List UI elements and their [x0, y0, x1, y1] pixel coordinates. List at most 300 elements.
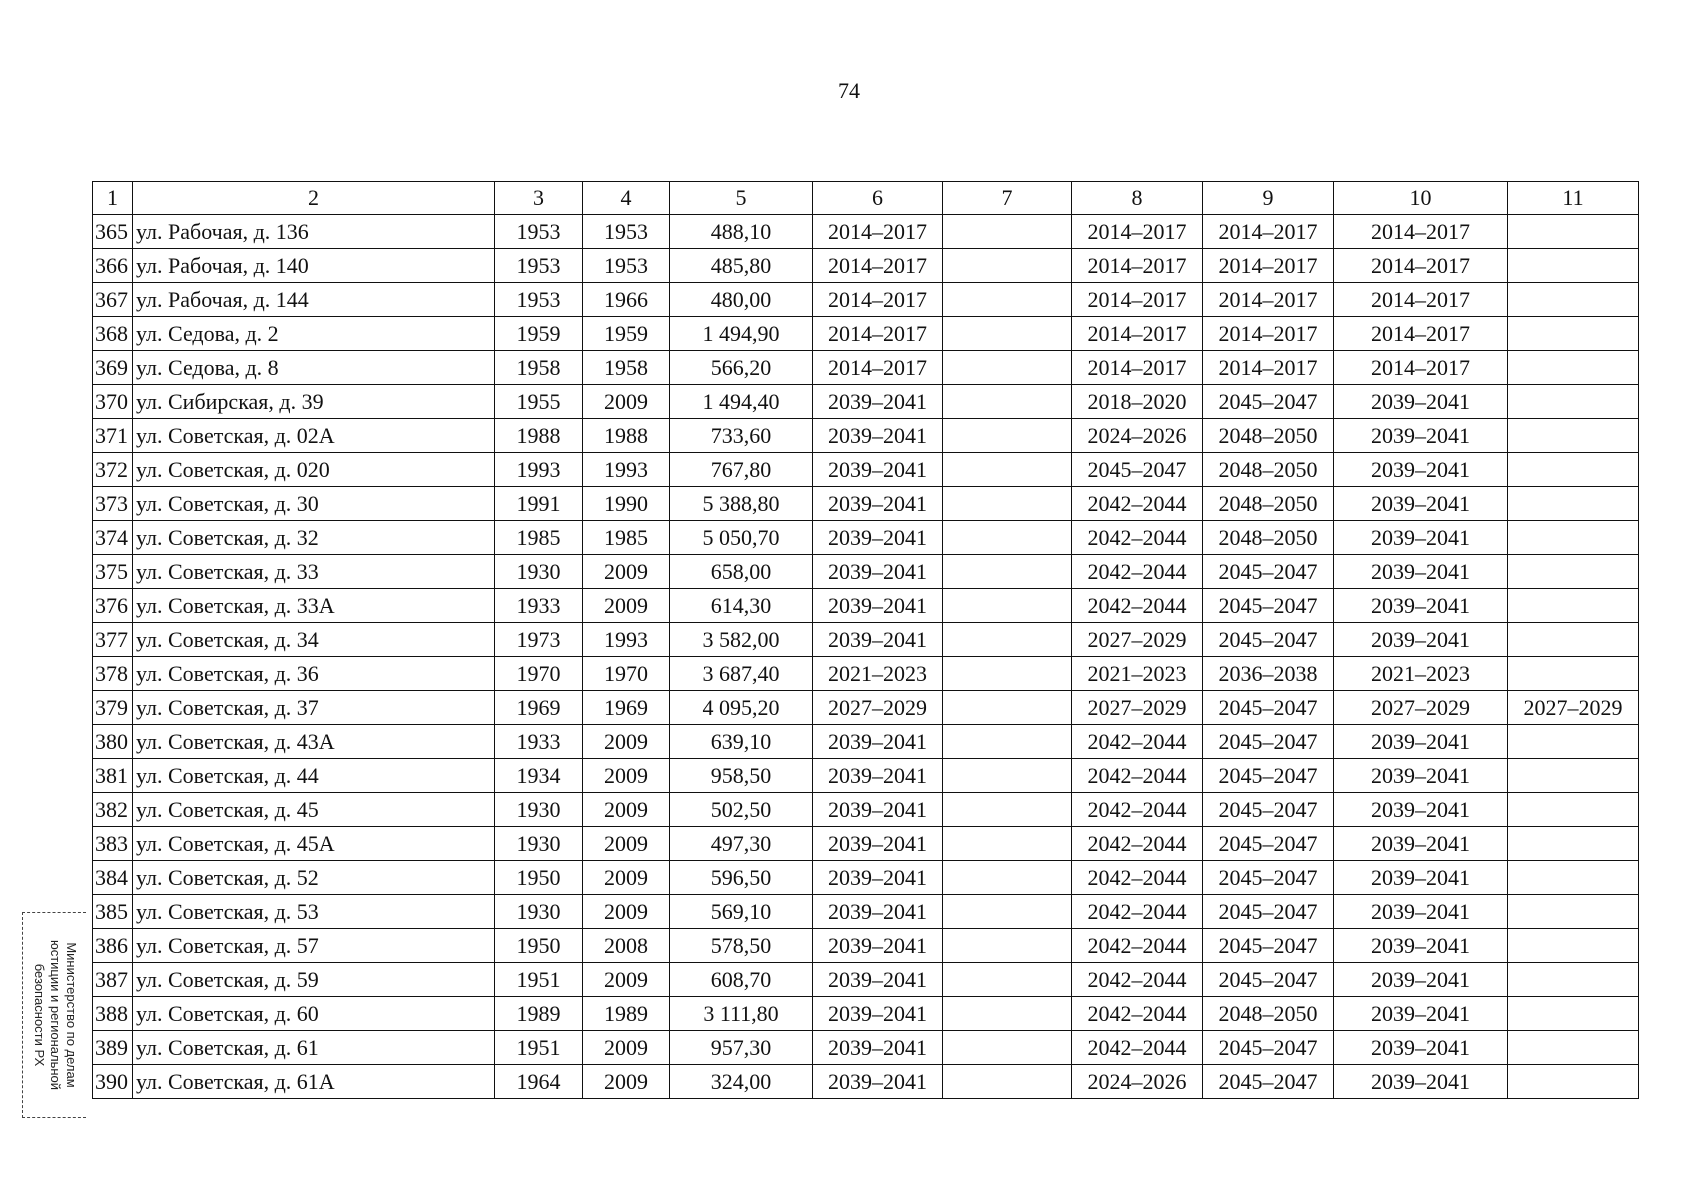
table-cell-col-2: ул. Советская, д. 59 [133, 963, 495, 997]
table-cell-col-2: ул. Рабочая, д. 144 [133, 283, 495, 317]
table-cell-col-3: 1930 [495, 827, 583, 861]
stamp-line: Министерство по делам [63, 942, 79, 1088]
table-cell-col-2: ул. Советская, д. 020 [133, 453, 495, 487]
column-header-11: 11 [1508, 182, 1639, 215]
table-cell-col-9: 2045–2047 [1203, 895, 1334, 929]
table-cell-col-7 [943, 249, 1072, 283]
table-cell-col-9: 2045–2047 [1203, 759, 1334, 793]
table-cell-col-9: 2014–2017 [1203, 215, 1334, 249]
table-cell-col-6: 2039–2041 [813, 759, 943, 793]
table-cell-col-6: 2039–2041 [813, 861, 943, 895]
table-cell-col-1: 384 [93, 861, 133, 895]
table-cell-col-2: ул. Советская, д. 60 [133, 997, 495, 1031]
table-row [93, 215, 1639, 249]
ministry-stamp [22, 912, 86, 1118]
table-cell-col-3: 1953 [495, 249, 583, 283]
table-cell-col-2: ул. Советская, д. 36 [133, 657, 495, 691]
table-cell-col-5: 5 388,80 [670, 487, 813, 521]
table-cell-col-1: 367 [93, 283, 133, 317]
table-cell-col-6: 2039–2041 [813, 555, 943, 589]
table-cell-col-9: 2036–2038 [1203, 657, 1334, 691]
column-header-6: 6 [813, 182, 943, 215]
table-row [93, 725, 1639, 759]
table-cell-col-4: 2009 [583, 861, 670, 895]
table-cell-col-6: 2039–2041 [813, 929, 943, 963]
table-cell-col-9: 2014–2017 [1203, 317, 1334, 351]
table-cell-col-9: 2045–2047 [1203, 861, 1334, 895]
table-cell-col-1: 371 [93, 419, 133, 453]
table-cell-col-5: 658,00 [670, 555, 813, 589]
table-cell-col-8: 2021–2023 [1072, 657, 1203, 691]
table-cell-col-8: 2042–2044 [1072, 521, 1203, 555]
table-cell-col-3: 1958 [495, 351, 583, 385]
table-cell-col-8: 2042–2044 [1072, 963, 1203, 997]
table-cell-col-9: 2045–2047 [1203, 827, 1334, 861]
table-cell-col-2: ул. Седова, д. 2 [133, 317, 495, 351]
table-cell-col-1: 375 [93, 555, 133, 589]
table-cell-col-2: ул. Советская, д. 57 [133, 929, 495, 963]
table-cell-col-10: 2039–2041 [1334, 555, 1508, 589]
table-row [93, 487, 1639, 521]
table-cell-col-10: 2039–2041 [1334, 419, 1508, 453]
table-cell-col-3: 1985 [495, 521, 583, 555]
table-row [93, 283, 1639, 317]
table-cell-col-5: 497,30 [670, 827, 813, 861]
table-cell-col-7 [943, 623, 1072, 657]
table-cell-col-8: 2024–2026 [1072, 1065, 1203, 1099]
table-cell-col-5: 3 582,00 [670, 623, 813, 657]
table-row [93, 793, 1639, 827]
table-cell-col-10: 2039–2041 [1334, 1065, 1508, 1099]
table-cell-col-10: 2014–2017 [1334, 249, 1508, 283]
table-cell-col-4: 2009 [583, 963, 670, 997]
table-cell-col-5: 767,80 [670, 453, 813, 487]
table-cell-col-5: 958,50 [670, 759, 813, 793]
table-cell-col-10: 2039–2041 [1334, 861, 1508, 895]
table-cell-col-6: 2039–2041 [813, 419, 943, 453]
table-cell-col-8: 2042–2044 [1072, 929, 1203, 963]
table-cell-col-3: 1950 [495, 861, 583, 895]
table-cell-col-4: 2009 [583, 385, 670, 419]
header-row [93, 182, 1639, 215]
table-cell-col-5: 733,60 [670, 419, 813, 453]
table-cell-col-4: 1959 [583, 317, 670, 351]
column-header-1: 1 [93, 182, 133, 215]
table-cell-col-10: 2039–2041 [1334, 487, 1508, 521]
table-cell-col-2: ул. Рабочая, д. 140 [133, 249, 495, 283]
table-cell-col-1: 379 [93, 691, 133, 725]
table-cell-col-1: 383 [93, 827, 133, 861]
table-cell-col-11 [1508, 725, 1639, 759]
table-cell-col-7 [943, 861, 1072, 895]
table-cell-col-2: ул. Советская, д. 45А [133, 827, 495, 861]
table-cell-col-7 [943, 759, 1072, 793]
table-cell-col-5: 566,20 [670, 351, 813, 385]
table-cell-col-10: 2039–2041 [1334, 623, 1508, 657]
table-cell-col-2: ул. Советская, д. 32 [133, 521, 495, 555]
table-cell-col-9: 2045–2047 [1203, 725, 1334, 759]
table-cell-col-4: 1993 [583, 623, 670, 657]
table-cell-col-4: 1989 [583, 997, 670, 1031]
table-row [93, 691, 1639, 725]
stamp-text [31, 915, 79, 1115]
table-cell-col-3: 1950 [495, 929, 583, 963]
table-cell-col-7 [943, 929, 1072, 963]
column-header-7: 7 [943, 182, 1072, 215]
table-cell-col-3: 1933 [495, 589, 583, 623]
table-cell-col-9: 2045–2047 [1203, 963, 1334, 997]
table-cell-col-3: 1930 [495, 793, 583, 827]
table-cell-col-3: 1964 [495, 1065, 583, 1099]
table-row [93, 385, 1639, 419]
table-cell-col-7 [943, 963, 1072, 997]
table-cell-col-5: 596,50 [670, 861, 813, 895]
table-cell-col-8: 2042–2044 [1072, 487, 1203, 521]
table-cell-col-6: 2014–2017 [813, 249, 943, 283]
table-cell-col-1: 365 [93, 215, 133, 249]
table-cell-col-4: 2009 [583, 589, 670, 623]
table-cell-col-9: 2045–2047 [1203, 1031, 1334, 1065]
table-cell-col-4: 1958 [583, 351, 670, 385]
table-cell-col-7 [943, 1031, 1072, 1065]
table-cell-col-11 [1508, 351, 1639, 385]
table-cell-col-11 [1508, 759, 1639, 793]
table-cell-col-11 [1508, 215, 1639, 249]
table-cell-col-1: 368 [93, 317, 133, 351]
table-cell-col-9: 2045–2047 [1203, 929, 1334, 963]
table-cell-col-7 [943, 725, 1072, 759]
table-cell-col-9: 2045–2047 [1203, 1065, 1334, 1099]
table-cell-col-8: 2014–2017 [1072, 351, 1203, 385]
table-cell-col-6: 2014–2017 [813, 317, 943, 351]
table-cell-col-4: 1966 [583, 283, 670, 317]
table-cell-col-8: 2042–2044 [1072, 555, 1203, 589]
table-row [93, 861, 1639, 895]
table-cell-col-1: 378 [93, 657, 133, 691]
table-cell-col-10: 2039–2041 [1334, 963, 1508, 997]
table-cell-col-9: 2048–2050 [1203, 521, 1334, 555]
table-cell-col-5: 3 687,40 [670, 657, 813, 691]
table-cell-col-11 [1508, 453, 1639, 487]
table-cell-col-3: 1930 [495, 895, 583, 929]
table-cell-col-7 [943, 487, 1072, 521]
table-cell-col-5: 1 494,90 [670, 317, 813, 351]
table-cell-col-2: ул. Сибирская, д. 39 [133, 385, 495, 419]
table-cell-col-5: 480,00 [670, 283, 813, 317]
table-cell-col-2: ул. Советская, д. 33А [133, 589, 495, 623]
table-cell-col-7 [943, 657, 1072, 691]
column-header-4: 4 [583, 182, 670, 215]
table-cell-col-7 [943, 419, 1072, 453]
table-cell-col-2: ул. Советская, д. 61А [133, 1065, 495, 1099]
table-cell-col-3: 1988 [495, 419, 583, 453]
table-cell-col-11 [1508, 963, 1639, 997]
table-cell-col-11 [1508, 623, 1639, 657]
table-cell-col-8: 2014–2017 [1072, 215, 1203, 249]
table-cell-col-10: 2039–2041 [1334, 827, 1508, 861]
table-cell-col-8: 2014–2017 [1072, 283, 1203, 317]
table-cell-col-1: 372 [93, 453, 133, 487]
table-cell-col-7 [943, 691, 1072, 725]
table-cell-col-4: 2009 [583, 793, 670, 827]
table-cell-col-11 [1508, 385, 1639, 419]
table-body [93, 215, 1639, 1099]
table-cell-col-3: 1953 [495, 215, 583, 249]
table-cell-col-9: 2045–2047 [1203, 691, 1334, 725]
table-cell-col-11 [1508, 555, 1639, 589]
table-cell-col-2: ул. Рабочая, д. 136 [133, 215, 495, 249]
table-cell-col-5: 4 095,20 [670, 691, 813, 725]
table-cell-col-10: 2027–2029 [1334, 691, 1508, 725]
table-cell-col-6: 2014–2017 [813, 215, 943, 249]
table-cell-col-3: 1991 [495, 487, 583, 521]
table-cell-col-2: ул. Советская, д. 30 [133, 487, 495, 521]
table-cell-col-9: 2048–2050 [1203, 997, 1334, 1031]
table-cell-col-7 [943, 317, 1072, 351]
table-cell-col-4: 1993 [583, 453, 670, 487]
table-row [93, 589, 1639, 623]
table-cell-col-9: 2045–2047 [1203, 793, 1334, 827]
table-cell-col-5: 614,30 [670, 589, 813, 623]
table-cell-col-10: 2039–2041 [1334, 793, 1508, 827]
table-cell-col-11 [1508, 1031, 1639, 1065]
table-cell-col-3: 1951 [495, 963, 583, 997]
table-cell-col-10: 2039–2041 [1334, 895, 1508, 929]
table-cell-col-3: 1993 [495, 453, 583, 487]
table-cell-col-9: 2048–2050 [1203, 419, 1334, 453]
table-row [93, 521, 1639, 555]
table-cell-col-11: 2027–2029 [1508, 691, 1639, 725]
table-cell-col-5: 569,10 [670, 895, 813, 929]
table-cell-col-6: 2039–2041 [813, 725, 943, 759]
table-cell-col-3: 1955 [495, 385, 583, 419]
table-cell-col-8: 2018–2020 [1072, 385, 1203, 419]
table-row [93, 895, 1639, 929]
table-cell-col-1: 385 [93, 895, 133, 929]
column-header-8: 8 [1072, 182, 1203, 215]
table-cell-col-10: 2039–2041 [1334, 521, 1508, 555]
table-cell-col-3: 1933 [495, 725, 583, 759]
table-cell-col-2: ул. Советская, д. 53 [133, 895, 495, 929]
table-cell-col-11 [1508, 895, 1639, 929]
table-row [93, 929, 1639, 963]
table-cell-col-2: ул. Советская, д. 44 [133, 759, 495, 793]
table-row [93, 453, 1639, 487]
table-cell-col-5: 5 050,70 [670, 521, 813, 555]
table-cell-col-7 [943, 351, 1072, 385]
table-cell-col-11 [1508, 521, 1639, 555]
table-cell-col-6: 2039–2041 [813, 589, 943, 623]
table-cell-col-6: 2039–2041 [813, 453, 943, 487]
table-cell-col-2: ул. Советская, д. 45 [133, 793, 495, 827]
table-cell-col-5: 578,50 [670, 929, 813, 963]
table-cell-col-11 [1508, 793, 1639, 827]
table-cell-col-10: 2021–2023 [1334, 657, 1508, 691]
table-cell-col-5: 488,10 [670, 215, 813, 249]
table-cell-col-7 [943, 895, 1072, 929]
table-cell-col-5: 608,70 [670, 963, 813, 997]
table-row [93, 997, 1639, 1031]
table-cell-col-7 [943, 215, 1072, 249]
table-cell-col-5: 502,50 [670, 793, 813, 827]
table-cell-col-7 [943, 283, 1072, 317]
table-cell-col-4: 2009 [583, 725, 670, 759]
table-cell-col-6: 2039–2041 [813, 1031, 943, 1065]
table-cell-col-4: 2009 [583, 759, 670, 793]
table-cell-col-8: 2014–2017 [1072, 317, 1203, 351]
table-cell-col-8: 2014–2017 [1072, 249, 1203, 283]
table-cell-col-5: 1 494,40 [670, 385, 813, 419]
table-cell-col-8: 2027–2029 [1072, 623, 1203, 657]
table-cell-col-4: 1953 [583, 215, 670, 249]
table-row [93, 827, 1639, 861]
table-cell-col-11 [1508, 827, 1639, 861]
housing-registry-table [92, 181, 1639, 1099]
table-cell-col-10: 2039–2041 [1334, 997, 1508, 1031]
table-cell-col-6: 2039–2041 [813, 997, 943, 1031]
table-cell-col-4: 2009 [583, 895, 670, 929]
table-cell-col-8: 2042–2044 [1072, 827, 1203, 861]
table-cell-col-1: 390 [93, 1065, 133, 1099]
table-cell-col-8: 2042–2044 [1072, 725, 1203, 759]
table-cell-col-11 [1508, 1065, 1639, 1099]
table-cell-col-5: 3 111,80 [670, 997, 813, 1031]
table-cell-col-7 [943, 827, 1072, 861]
table-cell-col-6: 2039–2041 [813, 521, 943, 555]
table-cell-col-11 [1508, 419, 1639, 453]
table-cell-col-3: 1973 [495, 623, 583, 657]
table-cell-col-8: 2042–2044 [1072, 759, 1203, 793]
stamp-line: юстиции и региональной [47, 939, 63, 1091]
table-cell-col-1: 386 [93, 929, 133, 963]
table-cell-col-7 [943, 521, 1072, 555]
table-row [93, 1065, 1639, 1099]
table-row [93, 419, 1639, 453]
table-cell-col-9: 2048–2050 [1203, 453, 1334, 487]
table-row [93, 351, 1639, 385]
table-cell-col-1: 369 [93, 351, 133, 385]
column-header-9: 9 [1203, 182, 1334, 215]
table-cell-col-9: 2045–2047 [1203, 623, 1334, 657]
table-cell-col-10: 2039–2041 [1334, 589, 1508, 623]
column-header-5: 5 [670, 182, 813, 215]
table-cell-col-3: 1969 [495, 691, 583, 725]
page-number: 74 [838, 78, 860, 103]
table-cell-col-4: 1990 [583, 487, 670, 521]
table-cell-col-8: 2042–2044 [1072, 997, 1203, 1031]
table-cell-col-9: 2045–2047 [1203, 555, 1334, 589]
table-row [93, 623, 1639, 657]
table-cell-col-4: 1969 [583, 691, 670, 725]
table-cell-col-1: 382 [93, 793, 133, 827]
table-cell-col-6: 2014–2017 [813, 283, 943, 317]
table-row [93, 555, 1639, 589]
table-cell-col-2: ул. Советская, д. 52 [133, 861, 495, 895]
table-cell-col-4: 2008 [583, 929, 670, 963]
table-row [93, 249, 1639, 283]
table-cell-col-7 [943, 555, 1072, 589]
table-cell-col-11 [1508, 249, 1639, 283]
table-cell-col-10: 2039–2041 [1334, 929, 1508, 963]
table-cell-col-2: ул. Советская, д. 61 [133, 1031, 495, 1065]
table-cell-col-1: 376 [93, 589, 133, 623]
table-cell-col-1: 377 [93, 623, 133, 657]
table-cell-col-5: 639,10 [670, 725, 813, 759]
table-cell-col-6: 2039–2041 [813, 1065, 943, 1099]
table-cell-col-1: 388 [93, 997, 133, 1031]
table-cell-col-10: 2014–2017 [1334, 351, 1508, 385]
table-row [93, 759, 1639, 793]
table-cell-col-6: 2039–2041 [813, 623, 943, 657]
table-cell-col-4: 1970 [583, 657, 670, 691]
table-cell-col-10: 2014–2017 [1334, 317, 1508, 351]
table-row [93, 963, 1639, 997]
table-cell-col-6: 2027–2029 [813, 691, 943, 725]
table-row [93, 657, 1639, 691]
table-cell-col-4: 1953 [583, 249, 670, 283]
table-cell-col-3: 1930 [495, 555, 583, 589]
column-header-3: 3 [495, 182, 583, 215]
table-cell-col-10: 2039–2041 [1334, 725, 1508, 759]
table-cell-col-6: 2039–2041 [813, 385, 943, 419]
table-cell-col-11 [1508, 861, 1639, 895]
table-cell-col-1: 380 [93, 725, 133, 759]
table-cell-col-7 [943, 385, 1072, 419]
table-cell-col-7 [943, 453, 1072, 487]
table-cell-col-3: 1934 [495, 759, 583, 793]
table-cell-col-1: 370 [93, 385, 133, 419]
table-cell-col-9: 2014–2017 [1203, 249, 1334, 283]
table-cell-col-8: 2024–2026 [1072, 419, 1203, 453]
table-cell-col-10: 2039–2041 [1334, 759, 1508, 793]
column-header-2: 2 [133, 182, 495, 215]
table-row [93, 317, 1639, 351]
table-cell-col-7 [943, 1065, 1072, 1099]
table-cell-col-6: 2039–2041 [813, 827, 943, 861]
table-cell-col-6: 2039–2041 [813, 963, 943, 997]
table-row [93, 1031, 1639, 1065]
table-cell-col-8: 2042–2044 [1072, 895, 1203, 929]
table-cell-col-5: 485,80 [670, 249, 813, 283]
table-cell-col-10: 2014–2017 [1334, 215, 1508, 249]
table-cell-col-4: 2009 [583, 1065, 670, 1099]
table-header [93, 182, 1639, 215]
table-cell-col-1: 373 [93, 487, 133, 521]
table-cell-col-1: 389 [93, 1031, 133, 1065]
table-cell-col-9: 2014–2017 [1203, 351, 1334, 385]
table-cell-col-10: 2014–2017 [1334, 283, 1508, 317]
table-cell-col-4: 1985 [583, 521, 670, 555]
table-cell-col-3: 1959 [495, 317, 583, 351]
table-cell-col-8: 2042–2044 [1072, 793, 1203, 827]
table-cell-col-4: 2009 [583, 827, 670, 861]
table-cell-col-8: 2042–2044 [1072, 589, 1203, 623]
table-cell-col-2: ул. Советская, д. 34 [133, 623, 495, 657]
table-cell-col-8: 2027–2029 [1072, 691, 1203, 725]
table-cell-col-3: 1953 [495, 283, 583, 317]
table-cell-col-7 [943, 997, 1072, 1031]
table-cell-col-11 [1508, 589, 1639, 623]
table-cell-col-2: ул. Седова, д. 8 [133, 351, 495, 385]
table-cell-col-6: 2039–2041 [813, 793, 943, 827]
table-cell-col-2: ул. Советская, д. 43А [133, 725, 495, 759]
table-cell-col-7 [943, 589, 1072, 623]
table-cell-col-3: 1951 [495, 1031, 583, 1065]
table-cell-col-9: 2045–2047 [1203, 385, 1334, 419]
table-cell-col-1: 366 [93, 249, 133, 283]
table-cell-col-6: 2039–2041 [813, 487, 943, 521]
table-cell-col-2: ул. Советская, д. 02А [133, 419, 495, 453]
